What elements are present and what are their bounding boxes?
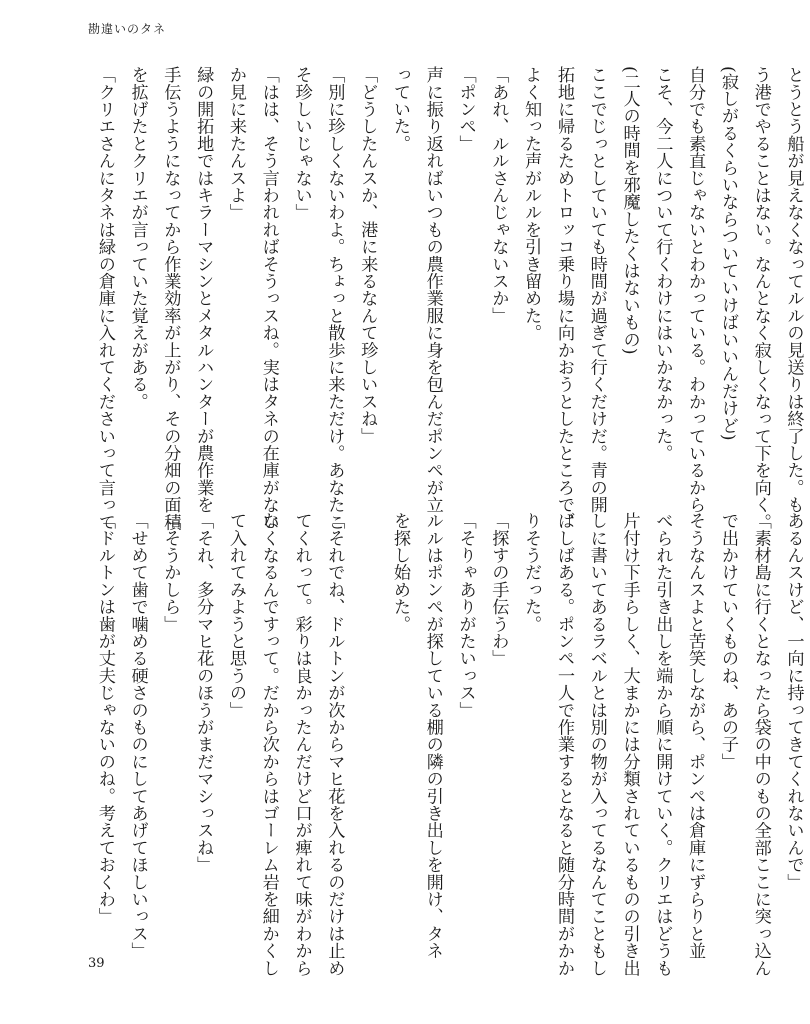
text-line: 「あれ、ルルさんじゃないスか」 xyxy=(488,66,509,324)
text-line: そうなんスよと苦笑しながら、ポンペは倉庫にずらりと並 xyxy=(685,512,706,960)
text-line: 「ドルトンは歯が丈夫じゃないのね。考えておくわ」 xyxy=(94,512,115,925)
text-line: 「せめて歯で噛める硬さのものにしてあげてほしいっス」 xyxy=(127,512,148,960)
text-line: 「それ、多分マヒ花のほうがまだマシっスね」 xyxy=(193,512,214,874)
text-line: なくなるんですって。だから次からはゴーレム岩を細かくし xyxy=(258,512,279,977)
text-line: 「ポンペ」 xyxy=(455,66,476,152)
text-line: で出かけていくものね、あの子」 xyxy=(717,512,738,770)
text-line: ここでじっとしていても時間が過ぎて行くだけだ。青の開 xyxy=(586,66,607,514)
running-header: 勘違いのタネ xyxy=(88,22,167,36)
text-line xyxy=(350,512,383,944)
text-line: 片付け下手らしく、大まかには分類されているものの引き出 xyxy=(619,512,640,977)
text-line: こそ、今二人について行くわけにはいかなかった。 xyxy=(652,66,673,462)
text-line: そ珍しいじゃない」 xyxy=(291,66,312,221)
text-line: 「それでね、ドルトンが次からマヒ花を入れるのだけは止め xyxy=(324,512,345,977)
text-line: 「別に珍しくないわよ。ちょっと散歩に来ただけ。あなたこ xyxy=(324,66,345,531)
text-line: ばしばある。ポンペ一人で作業するとなると随分時間がかか xyxy=(553,512,574,977)
text-line: 緑の開拓地ではキラーマシンとメタルハンターが農作業を xyxy=(193,66,214,514)
page-number: 39 xyxy=(88,956,105,971)
text-line: (二人の時間を邪魔したくはないもの) xyxy=(619,66,640,355)
text-line: 自分でも素直じゃないとわかっている。わかっているから xyxy=(685,66,706,514)
text-line: 「そりゃありがたいっス」 xyxy=(455,512,476,719)
text-line: (寂しがるくらいならついていけばいいんだけど) xyxy=(717,66,738,441)
text-column-top xyxy=(88,66,810,531)
text-line: を探し始めた。 xyxy=(389,512,410,633)
text-line: よく知った声がルルを引き留めた。 xyxy=(521,66,542,342)
text-line: 「クリエさんにタネは緑の倉庫に入れてくださいって言って xyxy=(94,66,115,531)
text-line: べられた引き出しを端から順に開けていく。クリエはどうも xyxy=(652,512,673,977)
text-line: 「どうしたんスか、港に来るなんて珍しいスね」 xyxy=(357,66,378,445)
text-line: を拡げたとクリエが言っていた覚えがある。 xyxy=(127,66,148,410)
text-line: りそうだった。 xyxy=(521,512,542,633)
text-line: っていた。 xyxy=(389,66,410,152)
text-line: 手伝うようになってから作業効率が上がり、その分畑の面積 xyxy=(160,66,181,531)
text-line: しに書いてあるラベルとは別の物が入ってるなんてこともし xyxy=(586,512,607,977)
text-line: て入れてみようと思うの」 xyxy=(225,512,246,719)
text-line: ルルはポンペが探している棚の隣の引き出しを開け、タネ xyxy=(422,512,443,960)
text-line: 拓地に帰るためトロッコ乗り場に向かおうとしたところで、 xyxy=(553,66,574,531)
text-line: あるんスけど、一向に持ってきてくれないんで」 xyxy=(783,512,804,891)
text-line: 声に振り返ればいつもの農作業服に身を包んだポンペが立 xyxy=(422,66,443,514)
text-line: 「そうかしら」 xyxy=(160,512,181,633)
text-line: 「素材島に行くとなったら袋の中のもの全部ここに突っ込ん xyxy=(750,512,771,977)
text-line: 「はは、そう言われればそうっスね。実はタネの在庫がない xyxy=(258,66,279,531)
text-line: か見に来たんスよ」 xyxy=(225,66,246,221)
text-line: 「探すの手伝うわ」 xyxy=(488,512,509,667)
text-line: う港でやることはない。なんとなく寂しくなって下を向く。 xyxy=(750,66,771,531)
text-line: とうとう船が見えなくなってルルの見送りは終了した。も xyxy=(783,66,804,514)
text-line: てくれって。彩りは良かったんだけど口が痺れて味がわから xyxy=(291,512,312,977)
